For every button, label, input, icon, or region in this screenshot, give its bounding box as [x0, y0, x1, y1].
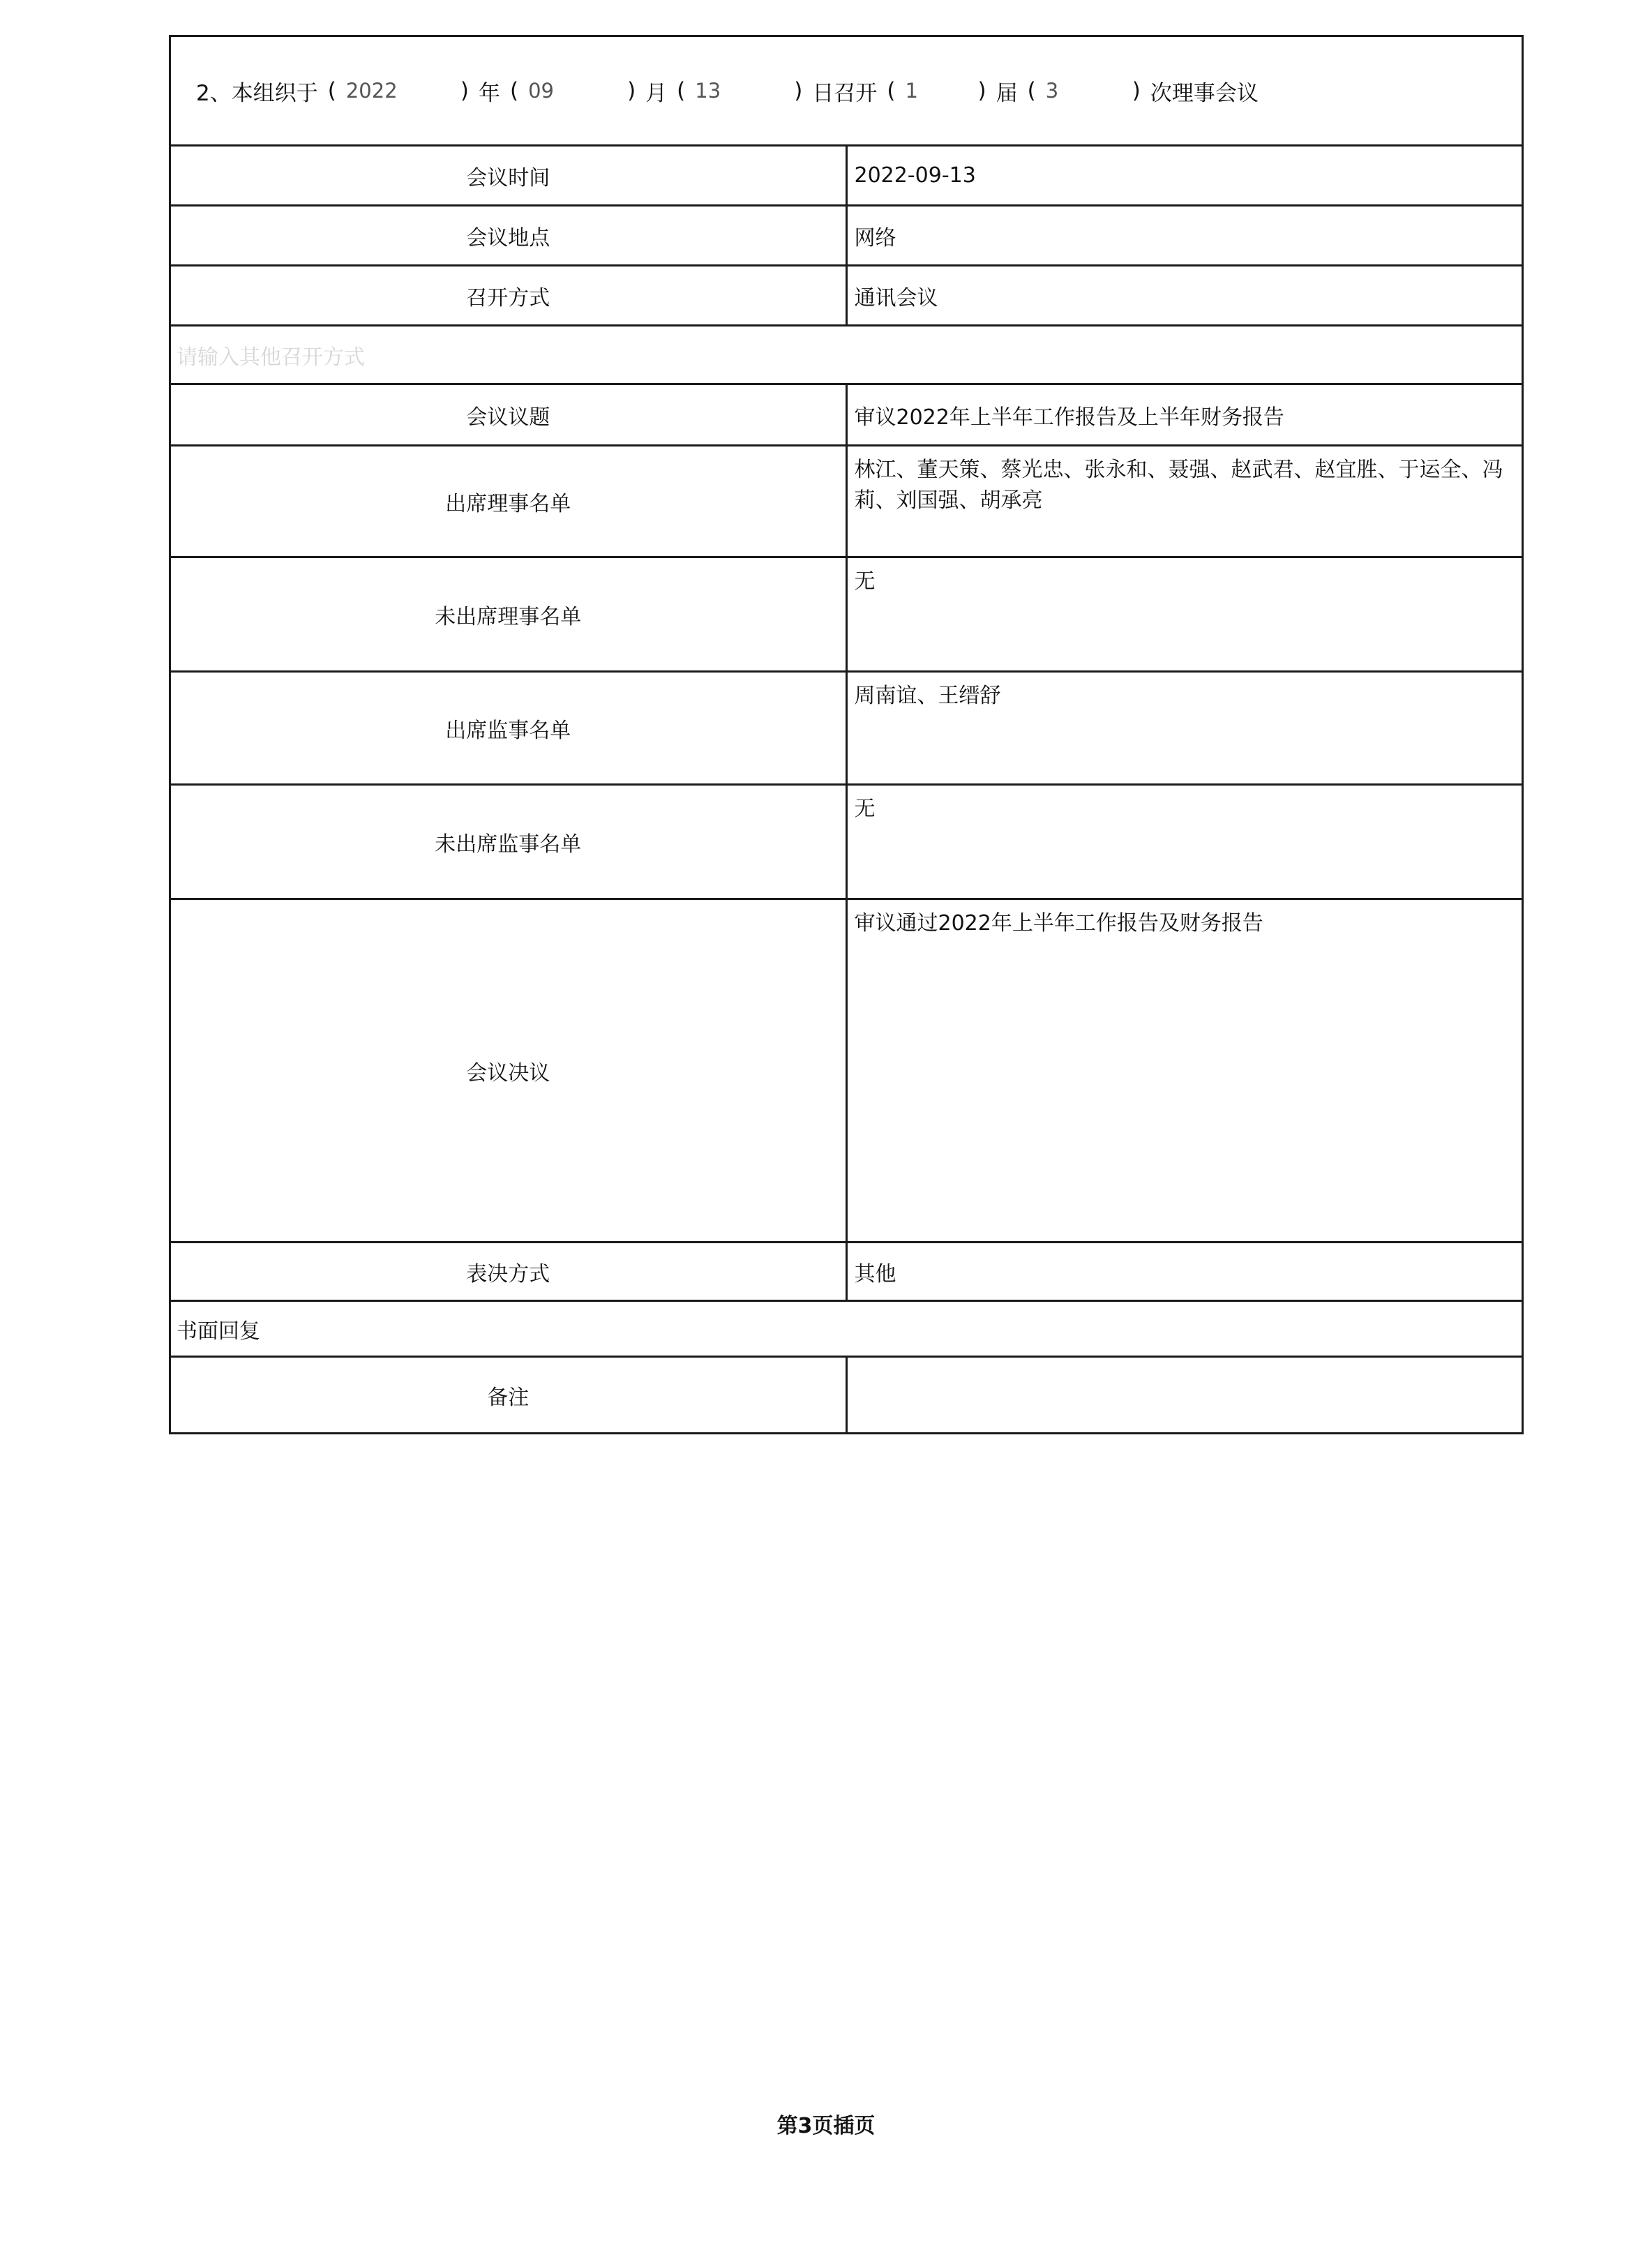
year-unit: 年 [478, 80, 500, 106]
resolution-label: 会议决议 [170, 899, 847, 1243]
paren-close: ) [627, 78, 636, 103]
row-voting [170, 1243, 1523, 1301]
year-field[interactable]: 2022 [345, 79, 398, 103]
topic-label: 会议议题 [170, 384, 847, 446]
time-value[interactable]: 2022-09-13 [846, 146, 1523, 206]
voting-other-value[interactable]: 书面回复 [170, 1301, 1523, 1357]
term-unit: 届 [996, 80, 1018, 106]
row-attending-supervisors [170, 672, 1523, 785]
paren-close: ) [794, 78, 803, 103]
header-cell [170, 36, 1523, 146]
row-remarks [170, 1357, 1523, 1434]
voting-value[interactable]: 其他 [846, 1243, 1523, 1301]
absent-directors-value[interactable]: 无 [846, 557, 1523, 672]
meeting-form [169, 35, 1524, 1434]
row-time [170, 146, 1523, 206]
page-footer: 第3页插页 [776, 2114, 876, 2138]
header-row [170, 36, 1523, 146]
location-value[interactable]: 网络 [846, 206, 1523, 266]
location-label: 会议地点 [170, 206, 847, 266]
term-field[interactable]: 1 [905, 79, 918, 103]
row-voting-other [170, 1301, 1523, 1357]
paren-open: ( [1027, 78, 1036, 103]
attending-directors-value[interactable]: 林江、董天策、蔡光忠、张永和、聂强、赵武君、赵宜胜、于运全、冯莉、刘国强、胡承亮 [846, 446, 1523, 557]
paren-close: ) [1132, 78, 1141, 103]
header-prefix: 2、本组织于 [196, 80, 318, 106]
row-attending-directors [170, 446, 1523, 557]
other-method-hint[interactable]: 请输入其他召开方式 [170, 326, 1523, 384]
attending-supervisors-value[interactable]: 周南谊、王缙舒 [846, 672, 1523, 785]
remarks-value[interactable] [846, 1357, 1523, 1434]
remarks-label: 备注 [170, 1357, 847, 1434]
paren-open: ( [677, 78, 686, 103]
absent-supervisors-value[interactable]: 无 [846, 785, 1523, 899]
method-value[interactable]: 通讯会议 [846, 266, 1523, 326]
row-method [170, 266, 1523, 326]
header-line [171, 75, 1522, 107]
paren-open: ( [327, 78, 336, 103]
absent-supervisors-label: 未出席监事名单 [170, 785, 847, 899]
month-unit: 月 [645, 80, 668, 106]
row-topic [170, 384, 1523, 446]
paren-open: ( [887, 78, 896, 103]
row-absent-supervisors [170, 785, 1523, 899]
time-label: 会议时间 [170, 146, 847, 206]
row-absent-directors [170, 557, 1523, 672]
row-resolution [170, 899, 1523, 1243]
paren-close: ) [460, 78, 469, 103]
day-field[interactable]: 13 [695, 79, 721, 103]
resolution-value[interactable]: 审议通过2022年上半年工作报告及财务报告 [846, 899, 1523, 1243]
month-field[interactable]: 09 [528, 79, 554, 103]
topic-value[interactable]: 审议2022年上半年工作报告及上半年财务报告 [846, 384, 1523, 446]
absent-directors-label: 未出席理事名单 [170, 557, 847, 672]
voting-label: 表决方式 [170, 1243, 847, 1301]
meeting-table [169, 35, 1524, 1434]
method-label: 召开方式 [170, 266, 847, 326]
paren-open: ( [509, 78, 519, 103]
row-location [170, 206, 1523, 266]
count-field[interactable]: 3 [1045, 79, 1059, 103]
attending-supervisors-label: 出席监事名单 [170, 672, 847, 785]
day-unit: 日召开 [812, 80, 878, 106]
attending-directors-label: 出席理事名单 [170, 446, 847, 557]
paren-close: ) [977, 78, 986, 103]
count-unit: 次理事会议 [1150, 80, 1259, 106]
row-other-method [170, 326, 1523, 384]
